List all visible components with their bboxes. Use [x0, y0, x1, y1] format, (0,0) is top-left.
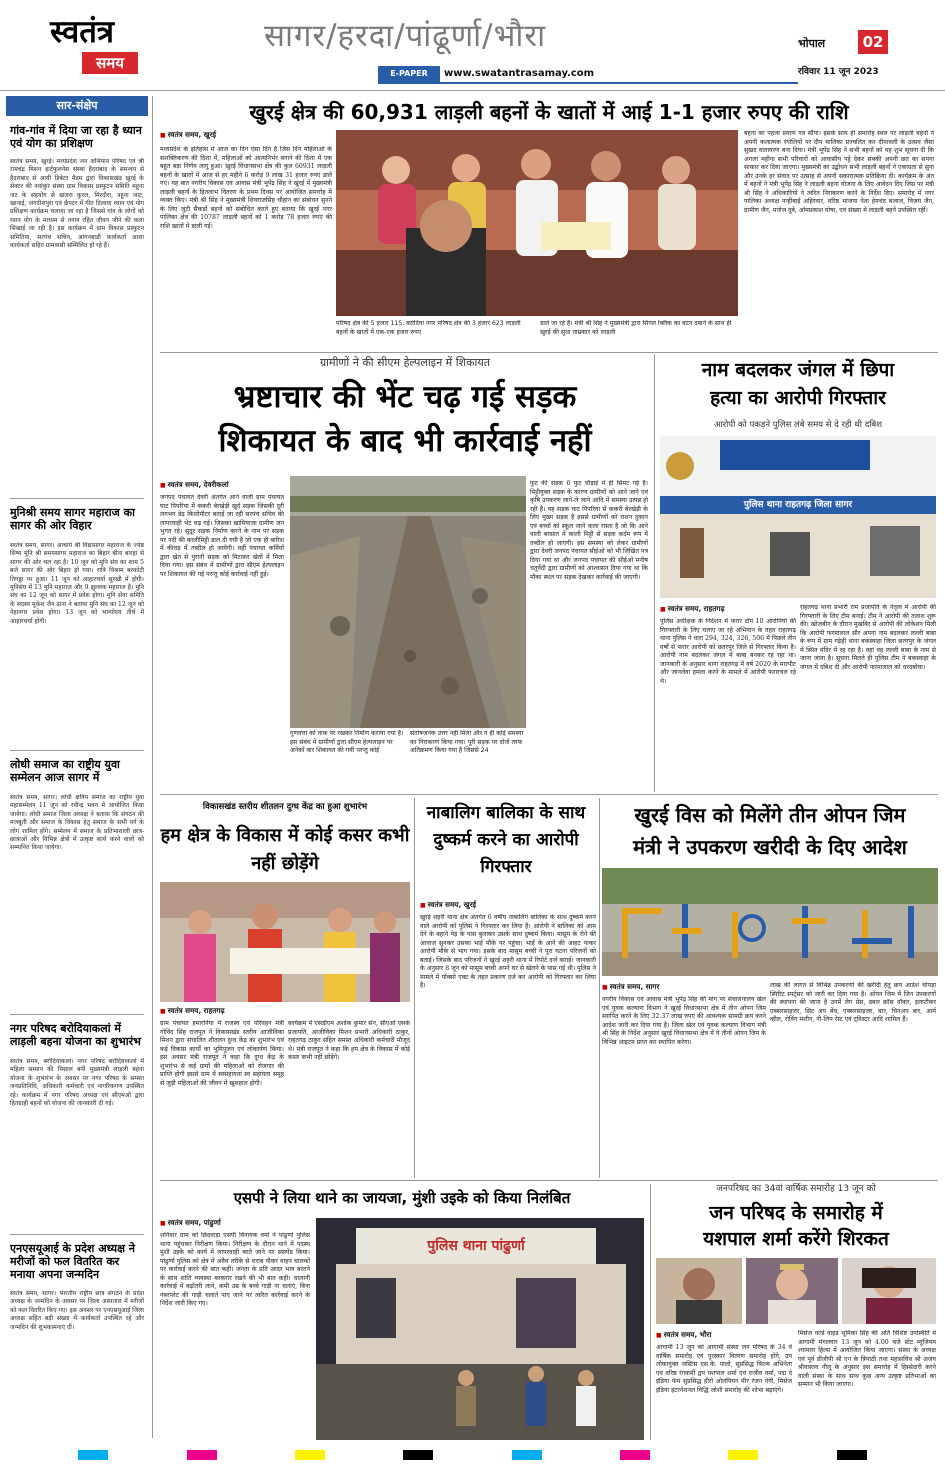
masthead-divider — [0, 90, 945, 91]
epaper-badge: E-PAPER — [378, 66, 440, 82]
story-headline: जन परिषद के समारोह में — [709, 1202, 883, 1224]
blue-rule — [378, 82, 798, 84]
police-station-night-photo — [316, 1218, 644, 1440]
guest-photo — [842, 1258, 936, 1324]
station-signboard: पुलिस थाना राहतगढ़ जिला सागर — [743, 500, 853, 510]
photo-caption: डाले जा रहे हैं। मंत्री श्री सिंह ने मुख्यमंत्री द्वारा सिंगल क्लिक का बटन दबाने के साथ ही खुरई की सुधा ताम्रकार को लाड़ली — [540, 320, 732, 336]
sidebar-column-rule — [152, 96, 153, 1438]
divider — [160, 794, 938, 795]
byline: ■ स्वतंत्र समय, राहतगढ़ — [160, 1006, 280, 1016]
byline: ■ स्वतंत्र समय, खुरई — [160, 130, 300, 140]
byline: ■ स्वतंत्र समय, देवरीकलां — [160, 480, 280, 490]
article-body: मिसेज वर्ल्ड वाइड भूमिका सिंह की अति विशिष्ट उपस्थिति में आगामी मंगलवार 13 जून को 4.00 बजे स्टेट म्यूजियम श्यामला हिल्स में आयोजित किया जाएगा। संस्था के अध्यक्ष एवं पूर्व डीजीपी श्री एन के त्रिपाठी तथा महासचिव श्री अजय श्रीवास्तव नीलू के अनुसार इस समारोह में हिस्सेदारी करने वाली संस्था के साथ साथ कुछ अन्य उत्कृष्ट प्रतिभाओं का सम्मान भी किया जाएगा। — [798, 1330, 936, 1388]
registration-swatch — [512, 1450, 542, 1460]
photo-caption: परिषद क्षेत्र की 5 हजार 115, बरोदिया नगर परिषद क्षेत्र की 3 हजार 623 लाड़ली बहनों के खातों में एक-एक हजार रुपए — [336, 320, 521, 336]
divider — [10, 1234, 144, 1235]
city-label: भोपाल — [798, 37, 826, 50]
story-kicker: विकासखंड स्तरीय शीतलन दुग्ध केंद्र का हुआ शुभारंभ — [202, 802, 368, 812]
edition-box — [798, 30, 894, 58]
divider — [10, 750, 144, 751]
registration-swatch — [78, 1450, 108, 1460]
page-number: 02 — [858, 30, 888, 54]
brief-body: स्वतंत्र समय, खुरई। मध्यप्रदेश जन अभियान परिषद एवं श्री रामचंद्र मिशन हार्टफुलनेस संस्था हैदराबाद के समन्वय से हैदराबाद से आयी डिबेटर मैडम द्वारा विकासखंड खुरई के सेक्टर की नवांकुर संस्था ग्राम विकास प्रस्फुटन समिति महूना जट के सहयोग से खजरा कुरल, मिरदौरा, नहूना जाट, खानाई, जगदीशपुरा एवं छैपटर में गीत दिलाया ध्यान एवं योग प्रशिक्षण कार्यक्रम चलाया जा रहा है जिससे गांव के लोगों को ध्यान योग के माध्यम से तनाव रहित जीवन जीने की कला सिखाई जा रही है। इस कार्यक्रम में ग्राम विकास प्रस्फुटन समितिया, सरपंच सचिव, आंगनबाडी कार्यकर्ता आशा कार्यकर्ता सहित ग्रामवासी सम्मिलित हो रहे हैं। — [10, 158, 144, 250]
open-gym-photo — [602, 868, 938, 976]
column-rule — [650, 1184, 651, 1440]
byline: ■ स्वतंत्र समय, राहतगढ़ — [660, 604, 790, 614]
article-body: नगरीय विकास एवं आवास मंत्री भूपेंद्र सिंह की मांग पर संचालनालय खेल एवं युवक कल्याण विभाग ने खुरई विधानसभा क्षेत्र में तीन ओपन जिम स्थापित करने के लिए 32.37 लाख रुपए की आवश्यक सामग्री क्रय करने आदेश जारी कर दिया गया है। जिला खेल एवं युवक कल्याण विभाग मंत्री श्री सिंह के निर्देश अनुसार खुरई विधानसभा क्षेत्र में ये तीनों ओपन जिम के विभिन्न आइटम प्राप्त कर स्थापित करेगा। — [602, 996, 766, 1046]
story-headline: खुरई क्षेत्र की 60,931 लाड़ली बहनों के खातों में आई 1-1 हजार रुपए की राशि — [249, 100, 849, 124]
guest-photo — [746, 1258, 838, 1324]
story-headline: हम क्षेत्र के विकास में कोई कसर कभी नहीं छोड़ेंगे — [160, 825, 410, 874]
story-headline: नाम बदलकर जंगल में छिपा — [701, 359, 895, 381]
photo-caption: संतोषजनक उत्तर नहीं मिला और न ही कोई समस्या का निराकरण किया गया। पूरी सड़क पर दोनों तरफ अतिक्रमण किया गया है जिससे 24 — [410, 730, 524, 754]
article-body: पुलिस अधीक्षक के निर्देशन में फरार टॉप 10 आरोपियों की गिरफ्तारी के लिए चलाए जा रहे अभियान के तहत राहतगढ़ थाना पुलिस ने धारा 294, 324, 326, 506 में पिछले तीन वर्षों से फरार आरोपी को छतरपुर जिले से गिरफ्तार किया है। आरोपी नाम बदलकर जंगल में बाबा बनकर रह रहा था। जानकारी के अनुसार थाना राहतगढ़ में वर्ष 2020 के मारपीट और जानलेवा हमला करने के मामले में आरोपी फरारचल रहे थे। — [660, 618, 796, 685]
brief-headline: लोधी समाज का राष्ट्रीय युवा सम्मेलन आज सागर में — [10, 758, 120, 784]
brief-headline: मुनिश्री समय सागर महाराज का सागर की ओर विहार — [10, 506, 135, 532]
sidebar-title: सार-संक्षेप — [6, 96, 148, 116]
station-signboard: पुलिस थाना पांढुर्णा — [427, 1238, 525, 1254]
article-body: फुट की सड़क 6 फुट चौड़ाई में ही सिमट गई है। मिट्टीयुक्त सड़क के कारण ग्रामीणों को आने जाने एवं कृषि उपकरण लाने-ले जाने आदि में समस्या उत्पन्न हो रही है। यह सड़क घाट पिपरिया से ककरी बेरखेड़ी के लिए मुख्य सड़क है इससे ग्रामीणों को राशन दुकान एवं बच्चों को स्कूल जाने वाला रास्ता है जो कि आने वाली बरसात में काली मिट्टी से सड़क कर्दम रूप में तब्दील हो जाएगी। इस समस्या को लेकर ग्रामीणों द्वारा देवरी जनपद पंचायत सीईओ को भी लिखित पत्र दिया गया था और जनपद पंचायत की सीईओ मनीष चतुर्वेदी द्वारा ग्रामीणों को आश्वासन दिया गया था कि मौका स्थल पर सड़क देखकर कार्रवाई की जाएगी। — [530, 480, 648, 581]
article-body: खुरई शहरी थाना क्षेत्र अंतर्गत 6 वर्षीय नाबालिग बालिका के साथ दुष्कर्म करने वाले आरोपी को पुलिस ने गिरफ्तार कर लिया है। आरोपी ने बालिका को आम देने के बहाने पेड़ के पास बुलाकर उसके साथ दुष्कर्म किया। मासूम के रोने की आवाज सुनकर उसका भाई मौके पर पहुंचा। भाई के आने की आहट पाकर आरोपी मौके से भाग गया। इसके बाद मासूम बच्ची ने पूरा घटना परिजनों को बताई। जिसके बाद परिजनों ने खुरई शहरी थाना में रिपोर्ट दर्ज कराई। जानकारी के अनुसार 8 जून को मासूम बच्ची अपने घर से खेलने के पास गई थी। पुलिस ने मामले में पॉक्सो एक्ट के तहत प्रकरण दर्ज कर आरोपी को गिरफ्तार कर लिया है। — [420, 914, 596, 989]
divider — [160, 352, 938, 353]
story-headline: मंत्री ने उपकरण खरीदी के दिए आदेश — [633, 835, 907, 859]
column-rule — [654, 354, 655, 792]
sidebar — [6, 96, 148, 1438]
article-body: कार्यक्रम में एसडीएम अशोक कुमार सेन, सीएओ एसके प्रजापति, आजीविका मिशन प्रभारी अधिकारी ठाकुर, राहतगढ़ ठाकुर सहित समस्त अधिकारी कर्मचारी मौजूद थे। मंत्री राजपूत ने कहा कि हम क्षेत्र के विकास में कोई कसर कभी नहीं छोड़ेंगे। — [288, 1020, 410, 1061]
event-photo — [336, 130, 738, 316]
story-kicker: जनपरिषद का 34वां वार्षिक समारोह 13 जून को — [716, 1184, 876, 1194]
column-rule — [599, 798, 600, 1178]
brief-headline: एनएसयूआई के प्रदेश अध्यक्ष ने मरीजों को फल वितरित कर मनाया अपना जन्मदिन — [10, 1242, 135, 1281]
logo-top: स्वतंत्र — [49, 14, 115, 50]
police-station-photo — [660, 436, 936, 598]
road-photo — [290, 476, 526, 728]
brief-body: स्वतंत्र समय, सागर। आचार्य श्री विद्यासागर महाराज के ज्येष्ठ शिष्य मुनि श्री समयसागर महाराज का बिहार बीना बारहा से सागर की ओर चल रहा है। 10 जून को मुनि संघ का शाम 5 बजे सागर की ओर बिहार हो गया। रात्रि विश्राम बरकोटी तिगड्डा पर हुआ। 11 जून को आहारचर्या सुरखी में होगी। मुनिसंघ में 13 मुनि महाराज और 9 क्षुल्लक महाराज है। मुनि संघ का 12 जून को सागर में प्रवेश होगा। मुनि सेवा समिति के सदस्य मुकेश जैन ढाना ने बताया मुनि संघ का 12 जून को नेहानगर प्रवेश होगा। 13 जून को भाग्योदय तीर्थ में आहारचर्या होगी। — [10, 542, 144, 625]
divider — [10, 1014, 144, 1015]
article-body: जनपद पंचायत देवरी अंतर्गत आने वाली ग्राम पंचायत घाट पिपरिया में ककरी बेरखेड़ी खुर्द सड़क जिसकी दूरी लगभग डेढ़ किलोमीटर बताई जा रही सरपंच सचिव की लापरवाही भेंट चढ़ गई। जिसका खामियाजा ग्रामीण जन भुगत रहे। सुदूर सड़क निर्माण करने के नाम पर सड़क पर नदी की कालीमिट्टी डाल दी गयी है जो एक ही बारिश में कीचड़ में तब्दील हो जायेगी। वहीं पंचायत कर्मियों द्वारा खेत से पुरानी सड़क को मिटाकर खेतों में मिला दिया गया। इस संबंध में ग्रामीणों द्वारा सीएम हेल्पलाइन पर शिकायत की गई परन्तु कोई कार्रवाई नहीं हुई। — [160, 494, 284, 578]
brief-body: स्वतंत्र समय, सागर। भारतीय राष्ट्रीय छात्र संगठन के प्रदेश अध्यक्ष के जन्मदिन के अवसर पर जिला अस्पताल में मरीजों को फल वितरित किए गए। इस अवसर पर एनएसयूआई जिला अध्यक्ष सहित बड़ी संख्या में कार्यकर्ता उपस्थित रहे और जन्मदिन की शुभकामनाएं दीं। — [10, 1290, 144, 1331]
print-registration-strip — [0, 1444, 945, 1468]
registration-swatch — [837, 1450, 867, 1460]
brief-body: स्वतंत्र समय, बरोदियाकलां। नगर परिषद बरोदियाकलां में महिला सम्मान की मिसाल बनी मुख्यमंत्री लाड़ली बहना योजना के शुभारंभ के अवसर पर नगर परिषद के समस्त जनप्रतिनिधि, अधिकारी कर्मचारी एवं नागरिकगण उपस्थित रहे। कार्यक्रम में नगर परिषद अध्यक्ष एवं सीएमओ द्वारा हितग्राही बहनों को योजना की जानकारी दी गई। — [10, 1058, 144, 1108]
photo-caption: गुणवत्ता को ताक पर रखकर निर्माण कराया गया है। इस संबंध में ग्रामीणों द्वारा सीएम हेल्पलाइन पर अनेकों बार शिकायत की गयी परन्तु कोई — [290, 730, 404, 754]
guest-photo — [656, 1258, 742, 1324]
brief-headline: गांव-गांव में दिया जा रहा है ध्यान एवं योग का प्रशिक्षण — [10, 124, 142, 150]
registration-swatch — [403, 1450, 433, 1460]
article-body: राहतगढ़ थाना प्रभारी राम प्रजापति के नेतृत्व में आरोपी की गिरफ्तारी के लिए टीम बनाई। टीम ने आरोपी की तलाश शुरू की। खोजबीन के दौरान मुखबिर से आरोपी की लोकेशन मिली कि आरोपी फरमालाल सौर अपना नाम बदलकर लल्ली बाबा के रूप में ग्राम गढ़ेही थाना बकस्वाहा जिला छतरपुर के जंगल में स्थित मंदिर में रह रहा है। वहां वह लल्ली बाबा के नाम से जाना जाता है। सूचना मिलते ही पुलिस टीम ने बकस्वाहा के जंगल में दबिश दी और आरोपी फरमालाल को धरदबोचा। — [800, 604, 936, 671]
article-body: बहना का पहला प्रमाण पत्र सौंपा। इसके साथ ही समारोह स्थल पर लाड़ली बहनों ने अपनी कलात्मक रंगोलियों पर दीप मालिका प्रज्वलित कर दीपावली के उत्सव जैसा सुखद वातावरण बना दिया। मंत्री भूपेंद्र सिंह ने सभी बहनों को यह शुभ सूचना दी कि अगला महीना सभी परिवारों को आवासीय पट्टे देकर सबकी अपनी छत का सपना साकार कर दिया जाएगा। मुख्यमंत्री का उद्बोधन सभी लाड़ली बहनों ने एकाग्रता से सुना और उनके हर संवाद पर उत्साह से अपनी सकारात्मक प्रतिक्रिया दी। कार्यक्रम के अंत में बहनों ने मंत्री भूपेंद्र सिंह ने लाड़ली बहना योजना के लिए आवेदन दिए जिस पर मंत्री श्री सिंह ने अधिकारियों ने त्वरित निराकरण करने के निर्देश दिए। समारोह में नगर पालिका अध्यक्ष नन्हींबाई अहिरवार, वरिष्ठ भाजपा नेता हेमचंद बजाज, विजय जैन, ग्रामीण जैन, मनोज दुबे, ओमप्रकाश घोषा, एवं संख्या में लाड़ली बहनें उपस्थित रहीं। — [744, 130, 934, 214]
story-headline: शिकायत के बाद भी कार्रवाई नहीं — [218, 423, 592, 459]
article-body: लाख की लागत से विभिन्न उपकरणों की खरीदी हेतु क्रय आदेश चोपड़ा स्पिरिट स्पर्ट्सर को जारी कर दिया गया है। ओपन जिम में जिन उपकरणों की स्थापना की जाना है उनमें लेग प्रेस, डबल क्रॉस वॉकर, इलप्टीकर एक्सरसाइजर, सिट अप बेंच, एक्सरसाइजर, बार, चिनअप बार, आर्म व्हील, रोविंग मशीन, नी-लिप रेस्ट एवं ट्विस्टर आदि शामिल हैं। — [770, 982, 936, 1023]
divider — [10, 498, 144, 499]
registration-swatch — [295, 1450, 325, 1460]
story-headline: भ्रष्टाचार की भेंट चढ़ गई सड़क — [233, 379, 577, 415]
website-url[interactable]: www.swatantrasamay.com — [444, 68, 595, 79]
byline: ■ स्वतंत्र समय, पांढुर्णा — [160, 1218, 290, 1228]
logo — [22, 14, 142, 76]
story-headline: नाबालिग बालिका के साथ दुष्कर्म करने का आरोपी गिरफ्तार — [426, 803, 586, 877]
masthead — [0, 0, 945, 90]
brief-headline: नगर परिषद बरोदियाकलां में लाड़ली बहना योजना का शुभारंभ — [10, 1022, 141, 1048]
section-title: सागर/हरदा/पांढूर्णा/भौरा — [264, 18, 547, 54]
story-kicker: आरोपी को पकड़ने पुलिस लंबे समय से दे रही थी दबिश — [713, 420, 883, 430]
story-headline: खुरई विस को मिलेंगे तीन ओपन जिम — [634, 803, 906, 827]
registration-swatch — [187, 1450, 217, 1460]
column-rule — [414, 798, 415, 1178]
article-body: शनिवार ग्राम को छिंदवाड़ा एसपी विनायक वर्मा ने पांढुर्णा पुलिस थाना पहुंचकर निरीक्षण किया। निरीक्षण के दौरान थाने में पदस्थ मुंशी उइके को कार्य में लापरवाही बरते जाने पर ससपेंड किया। पांढुर्णा पुलिस को क्षेत्र में अवैध तरीके से शराब पीकर वाहन चालकों पर कार्रवाई करने की बात कही। जनता के प्रति आदर भाव बरतने के साथ शांति व्यवस्था बरकरार रखने की भी बात कही। चालानी कार्रवाई में बढ़ोतरी लाने, कमी उम्र के बच्चे गाड़ी ना चलाएं, बिना नंबरप्लेट की गाड़ी चलाते पाए जाने पर त्वरित कार्रवाई करने के निर्देश जारी किए गए। — [160, 1232, 310, 1307]
registration-swatch — [620, 1450, 650, 1460]
story-headline: एसपी ने लिया थाने का जायजा, मुंशी उइके को किया निलंबित — [233, 1189, 571, 1207]
issue-date: रविवार 11 जून 2023 — [798, 67, 879, 77]
byline: ■ स्वतंत्र समय, भौरा — [656, 1330, 776, 1340]
logo-bottom: समय — [82, 52, 138, 74]
byline: ■ स्वतंत्र समय, सागर — [602, 982, 722, 992]
ceremony-photo — [160, 882, 410, 1002]
byline: ■ स्वतंत्र समय, खुरई — [420, 900, 540, 910]
registration-swatch — [728, 1450, 758, 1460]
story-kicker: ग्रामीणों ने की सीएम हेल्पलाइन में शिकायत — [319, 356, 491, 369]
story-headline: हत्या का आरोपी गिरफ्तार — [710, 387, 886, 409]
article-body: ग्राम पंचायत हमारनिया में राजस्व एवं परिवहन मंत्री गोविंद सिंह राजपूत ने विकासखंड स्तरीय आजीविका मिशन द्वारा संचालित शीतलन दुग्ध केंद्र का शुभारंभ एवं कई विकास कार्यों का भूमिपूजन एवं लोकार्पण किया। इस अवसर मंत्री राजपूत ने कहा कि दुग्ध केंद्र के शुभारंभ से कई ग्रामों की महिलाओं को रोजगार की प्राप्ति होगी इससे ग्राम में स्वसहायता स्व सहायता समूह से जुड़ी महिलाओं की जीवन में खुशहाल होगी। — [160, 1020, 284, 1087]
divider — [160, 1180, 938, 1181]
article-body: आगामी 13 जून को आगामी संस्था जन परिषद के 34 वें वार्षिक समारोह एवं पुरस्कार वितरण समारोह होंगे, उप लोकायुक्त जस्टिस एस.के. पालो, सुप्रसिद्ध फिल्म अभिनेता एवं वरिष्ठ रंगकर्मी द्वय यशपाल शर्मा एवं राजीव वर्मा, पद्म दे इंडिया फेम सुप्रसिद्ध हीरो ओलंपियन मीर रंजन नेगी, मिसेज इंडिया इंटरनेशनल विद्धि जोशी समारोह की शोभा बढ़ाएंगे। — [656, 1344, 792, 1394]
article-body: मध्यप्रदेश के इतिहास में आज का दिन ऐसा दिन है जिस दिन महिलाओं के सशक्तिकरण की दिशा में, महिलाओं को आत्मनिर्भर बनाने की दिशा में एक बहुत बड़ा निर्णय लागू हुआ। खुरई विधानसभा क्षेत्र की कुल 60931 लाड़ली बहनों के खातों में आज से हर महीने 6 करोड़ 9 लाख 31 हजार रुपए डाले गए। यह बात नगरीय विकास एवं आवास मंत्री भूपेंद्र सिंह ने खुरई में मुख्यमंत्री लाड़ली बहनों के हितलाभ वितरण के प्रथम दिवस पर आयोजित समारोह में व्यक्त किए। मंत्री श्री सिंह ने मुख्यमंत्री शिवराजसिंह चौहान का संबोधन सुनने के लिए जुटी सैकड़ों बहनों को संबोधित करते हुए बताया कि खुरई नगर पालिका क्षेत्र की 10787 लाड़ली बहनों को 1 करोड़ 78 हजार रुपए की राशि खातों में डाली गई। — [160, 146, 332, 230]
story-headline: यशपाल शर्मा करेंगे शिरकत — [703, 1228, 889, 1250]
brief-body: स्वतंत्र समय, सागर। लोधी क्षत्रिय समाज का राष्ट्रीय युवा महासम्मेलन 11 जून को रवीन्द्र भवन में आयोजित किया जायेगा। लोधी समाज जिला अध्यक्ष ने बताया कि संगठन की मजबूती और समाज के विकास हेतु समाज के सभी वर्ग के लोग शामिल होंगे। सम्मेलन में समाज के प्रतिभाशाली छात्र-छात्राओं और विभिन्न क्षेत्रों में उत्कृष्ट कार्य करने वालों को सम्मानित किया जायेगा। — [10, 794, 144, 852]
